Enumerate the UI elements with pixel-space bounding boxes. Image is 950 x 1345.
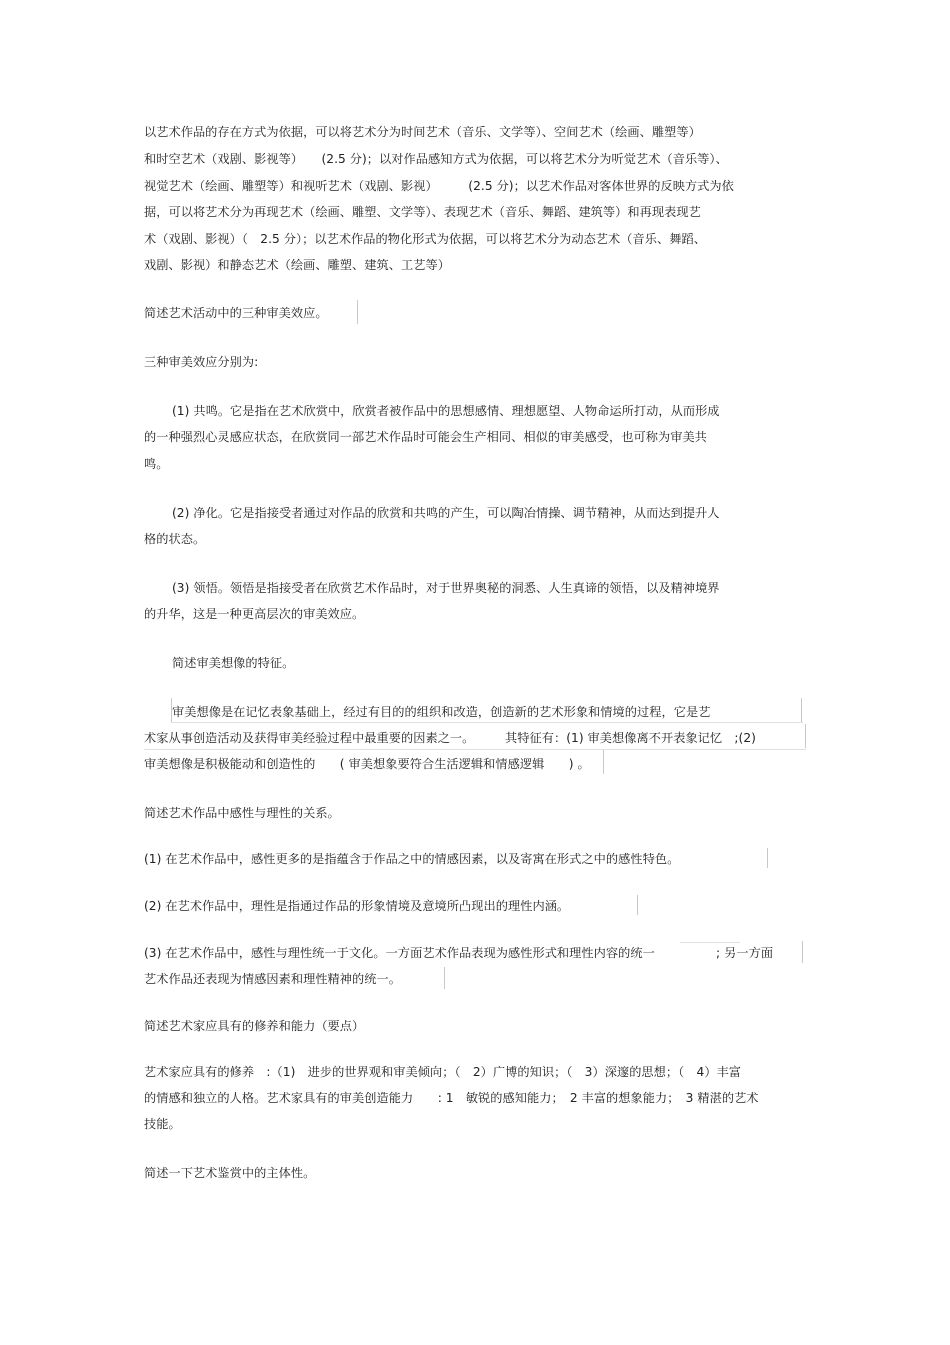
divider	[680, 942, 740, 943]
answer-line: (1) 共鸣。它是指在艺术欣赏中，欣赏者被作品中的思想感情、理想愿望、人物命运所打动，从而形成	[172, 404, 720, 418]
divider	[801, 698, 802, 722]
divider	[171, 722, 803, 723]
answer-line: (2) 净化。它是指接受者通过对作品的欣赏和共鸣的产生，可以陶冶情操、调节精神，从而达到提升人	[172, 506, 720, 520]
question-heading: 简述审美想像的特征。	[172, 656, 295, 670]
answer-line: (3) 在艺术作品中，感性与理性统一于文化。一方面艺术作品表现为感性形式和理性内容的统一 ; 另一方面	[144, 946, 774, 960]
question-heading: 简述一下艺术鉴赏中的主体性。	[144, 1166, 316, 1180]
answer-line: (3) 领悟。领悟是指接受者在欣赏艺术作品时，对于世界奥秘的洞悉、人生真谛的领悟，以及精神境界	[172, 581, 720, 595]
answer-line: 审美想像是积极能动和创造性的 ( 审美想象要符合生活逻辑和情感逻辑 ) 。	[144, 757, 590, 771]
question-heading: 简述艺术作品中感性与理性的关系。	[144, 806, 340, 820]
paragraph-line: 术（戏剧、影视）（ 2.5 分）；以艺术作品的物化形式为依据，可以将艺术分为动态艺术（音乐、舞蹈、	[144, 232, 706, 246]
answer-intro: 三种审美效应分别为:	[144, 355, 259, 369]
paragraph-line: 以艺术作品的存在方式为依据，可以将艺术分为时间艺术（音乐、文学等）、空间艺术（绘画、雕塑等）	[144, 125, 701, 139]
divider	[802, 941, 803, 963]
paragraph-line: 和时空艺术（戏剧、影视等） (2.5 分)；以对作品感知方式为依据，可以将艺术分为听觉艺术（音乐等）、	[144, 152, 728, 166]
answer-line: 鸣。	[144, 457, 169, 471]
paragraph-line: 视觉艺术（绘画、雕塑等）和视听艺术（戏剧、影视） (2.5 分)；以艺术作品对客体世界的反映方式为依	[144, 179, 734, 193]
divider	[805, 724, 806, 748]
divider	[357, 300, 358, 324]
divider	[767, 848, 768, 868]
answer-line: (1) 在艺术作品中，感性更多的是指蕴含于作品之中的情感因素，以及寄寓在形式之中的感性特色。	[144, 852, 680, 866]
paragraph-line: 戏剧、影视）和静态艺术（绘画、雕塑、建筑、工艺等）	[144, 258, 450, 272]
answer-line: 术家从事创造活动及获得审美经验过程中最重要的因素之一。 其特征有：(1) 审美想像离不开表象记忆 ;(2)	[144, 731, 756, 745]
answer-line: (2) 在艺术作品中，理性是指通过作品的形象情境及意境所凸现出的理性内涵。	[144, 899, 570, 913]
answer-line: 审美想像是在记忆表象基础上，经过有目的的组织和改造，创造新的艺术形象和情境的过程，它是艺	[172, 705, 711, 719]
answer-line: 技能。	[144, 1117, 181, 1131]
divider	[444, 967, 445, 989]
answer-line: 的一种强烈心灵感应状态，在欣赏同一部艺术作品时可能会生产相同、相似的审美感受，也可称为审美共	[144, 430, 707, 444]
question-heading: 简述艺术家应具有的修养和能力（要点）	[144, 1019, 365, 1033]
divider	[603, 750, 604, 774]
divider	[144, 749, 806, 750]
answer-line: 的情感和独立的人格。艺术家具有的审美创造能力 : 1 敏锐的感知能力； 2 丰富的想象能力； 3 精湛的艺术	[144, 1091, 759, 1105]
answer-line: 格的状态。	[144, 532, 206, 546]
answer-line: 的升华，这是一种更高层次的审美效应。	[144, 607, 365, 621]
paragraph-line: 据，可以将艺术分为再现艺术（绘画、雕塑、文学等）、表现艺术（音乐、舞蹈、建筑等）和再现表现艺	[144, 205, 701, 219]
divider	[637, 895, 638, 915]
answer-line: 艺术作品还表现为情感因素和理性精神的统一。	[144, 972, 401, 986]
question-heading: 简述艺术活动中的三种审美效应。	[144, 306, 328, 320]
answer-line: 艺术家应具有的修养 :（1) 进步的世界观和审美倾向；（ 2）广博的知识；（ 3）深邃的思想；（ 4）丰富	[144, 1065, 742, 1079]
